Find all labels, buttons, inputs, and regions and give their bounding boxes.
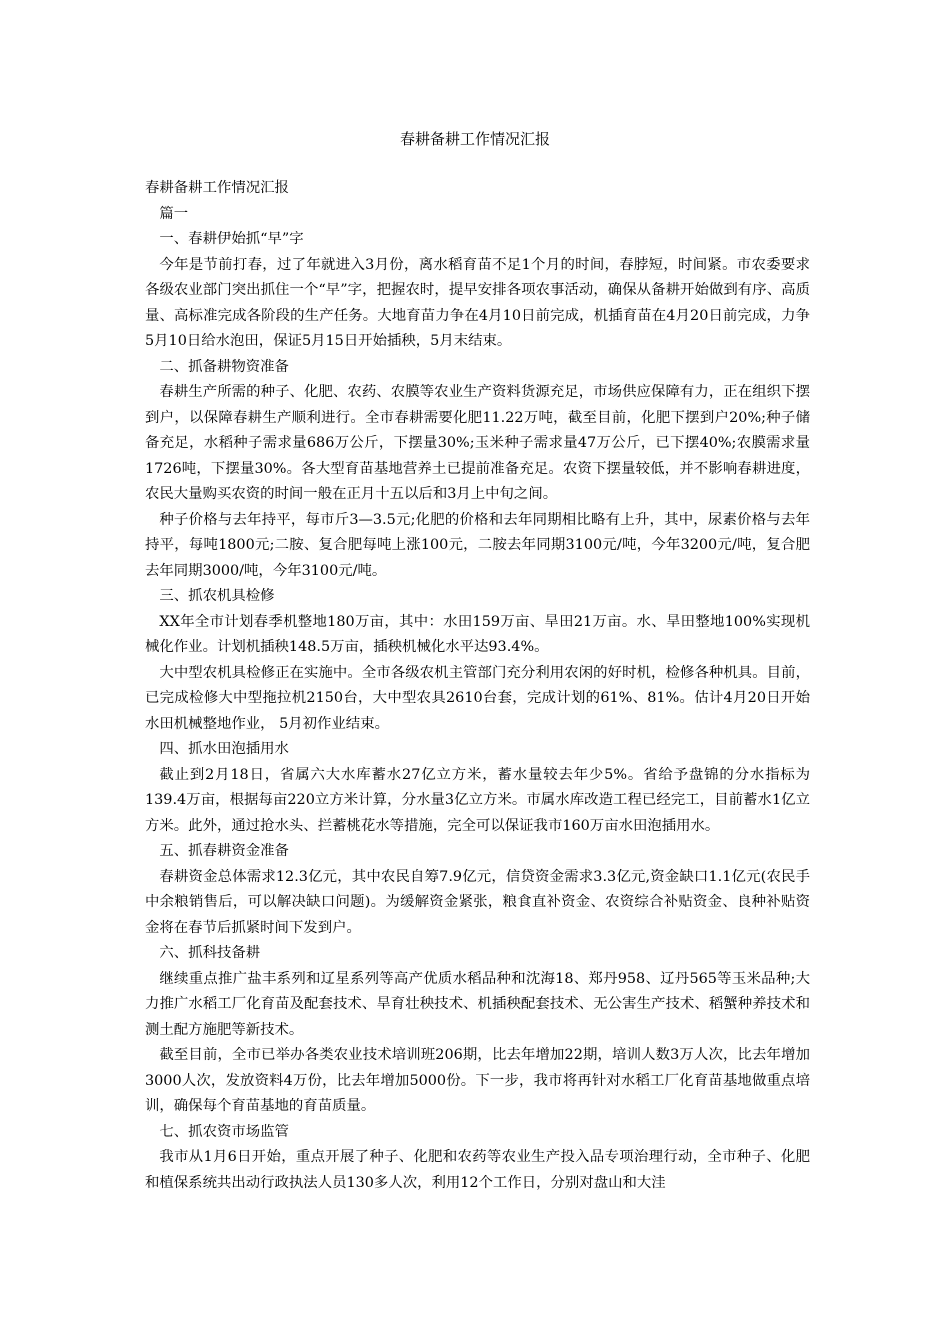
document-title: 春耕备耕工作情况汇报: [399, 130, 550, 148]
section-2-heading: 二、抓备耕物资准备: [159, 358, 289, 375]
section-3-paragraph-1: XX年全市计划春季机整地180万亩，其中：水田159万亩、旱田21万亩。水、旱田整地100%实现机械化作业。计划机插秧148.5万亩，插秧机械化水平达93.4%。: [145, 613, 810, 655]
document-body: [145, 176, 810, 1196]
section-1-paragraph-1: 今年是节前打春，过了年就进入3月份，离水稻育苗不足1个月的时间，春脖短，时间紧。市农委要求各级农业部门突出抓住一个“早”字，把握农时，提早安排各项农事活动，确保从备耕开始做到有序、高质量、高标准完成各阶段的生产任务。大地育苗力争在4月10日前完成，机插育苗在4月20日前完成，力争5月10日给水泡田，保证5月15日开始插秧，5月末结束。: [145, 256, 810, 349]
section-3-heading: 三、抓农机具检修: [159, 588, 275, 604]
section-4-heading: 四、抓水田泡插用水: [159, 741, 289, 757]
part-label: 篇一: [159, 205, 189, 222]
document-subtitle: 春耕备耕工作情况汇报: [145, 180, 289, 196]
section-5-heading: 五、抓春耕资金准备: [159, 843, 289, 859]
section-5-paragraph-1: 春耕资金总体需求12.3亿元，其中农民自筹7.9亿元，信贷资金需求3.3亿元,资金缺口1.1亿元(农民手中余粮销售后，可以解决缺口问题)。为缓解资金紧张，粮食直补资金、农资综合补贴资金、良种补贴资金将在春节后抓紧时间下发到户。: [145, 868, 810, 936]
section-6-heading: 六、抓科技备耕: [159, 945, 261, 961]
section-4-paragraph-1: 截止到2月18日，省属六大水库蓄水27亿立方米，蓄水量较去年少5%。省给予盘锦的分水指标为139.4万亩，根据每亩220立方米计算，分水量3亿立方米。市属水库改造工程已经完工，目前蓄水1亿立方米。此外，通过抢水头、拦蓄桃花水等措施，完全可以保证我市160万亩水田泡插用水。: [145, 766, 810, 834]
section-7-heading: 七、抓农资市场监管: [159, 1123, 289, 1140]
section-3-paragraph-2: 大中型农机具检修正在实施中。全市各级农机主管部门充分利用农闲的好时机，检修各种机具。目前，已完成检修大中型拖拉机2150台，大中型农具2610台套，完成计划的61%、81%。估计4月20日开始水田机械整地作业， 5月初作业结束。: [145, 664, 810, 732]
section-6-paragraph-1: 继续重点推广盐丰系列和辽星系列等高产优质水稻品种和沈海18、郑丹958、辽丹565等玉米品种;大力推广水稻工厂化育苗及配套技术、旱育壮秧技术、机插秧配套技术、无公害生产技术、稻蟹种养技术和测土配方施肥等新技术。: [145, 970, 810, 1038]
section-1-heading: 一、春耕伊始抓“早”字: [159, 231, 304, 247]
section-6-paragraph-2: 截至目前，全市已举办各类农业技术培训班206期，比去年增加22期，培训人数3万人次，比去年增加3000人次，发放资料4万份，比去年增加5000份。下一步，我市将再针对水稻工厂化育苗基地做重点培训，确保每个育苗基地的育苗质量。: [145, 1047, 810, 1114]
section-7-paragraph-1: 我市从1月6日开始，重点开展了种子、化肥和农药等农业生产投入品专项治理行动，全市种子、化肥和植保系统共出动行政执法人员130多人次，利用12个工作日，分别对盘山和大洼: [145, 1149, 810, 1191]
section-2-paragraph-1: 春耕生产所需的种子、化肥、农药、农膜等农业生产资料货源充足，市场供应保障有力，正在组织下摆到户，以保障春耕生产顺利进行。全市春耕需要化肥11.22万吨，截至目前，化肥下摆到户20%;种子储备充足，水稻种子需求量686万公斤，下摆量30%;玉米种子需求量47万公斤，已下摆40%;农膜需求量1726吨，下摆量30%。各大型育苗基地营养土已提前准备充足。农资下摆量较低，并不影响春耕进度，农民大量购买农资的时间一般在正月十五以后和3月上中旬之间。: [145, 384, 810, 502]
section-2-paragraph-2: 种子价格与去年持平，每市斤3—3.5元;化肥的价格和去年同期相比略有上升，其中，尿素价格与去年持平，每吨1800元;二胺、复合肥每吨上涨100元，二胺去年同期3100元/吨，今年3200元/吨，复合肥去年同期3000/吨，今年3100元/吨。: [145, 511, 810, 579]
